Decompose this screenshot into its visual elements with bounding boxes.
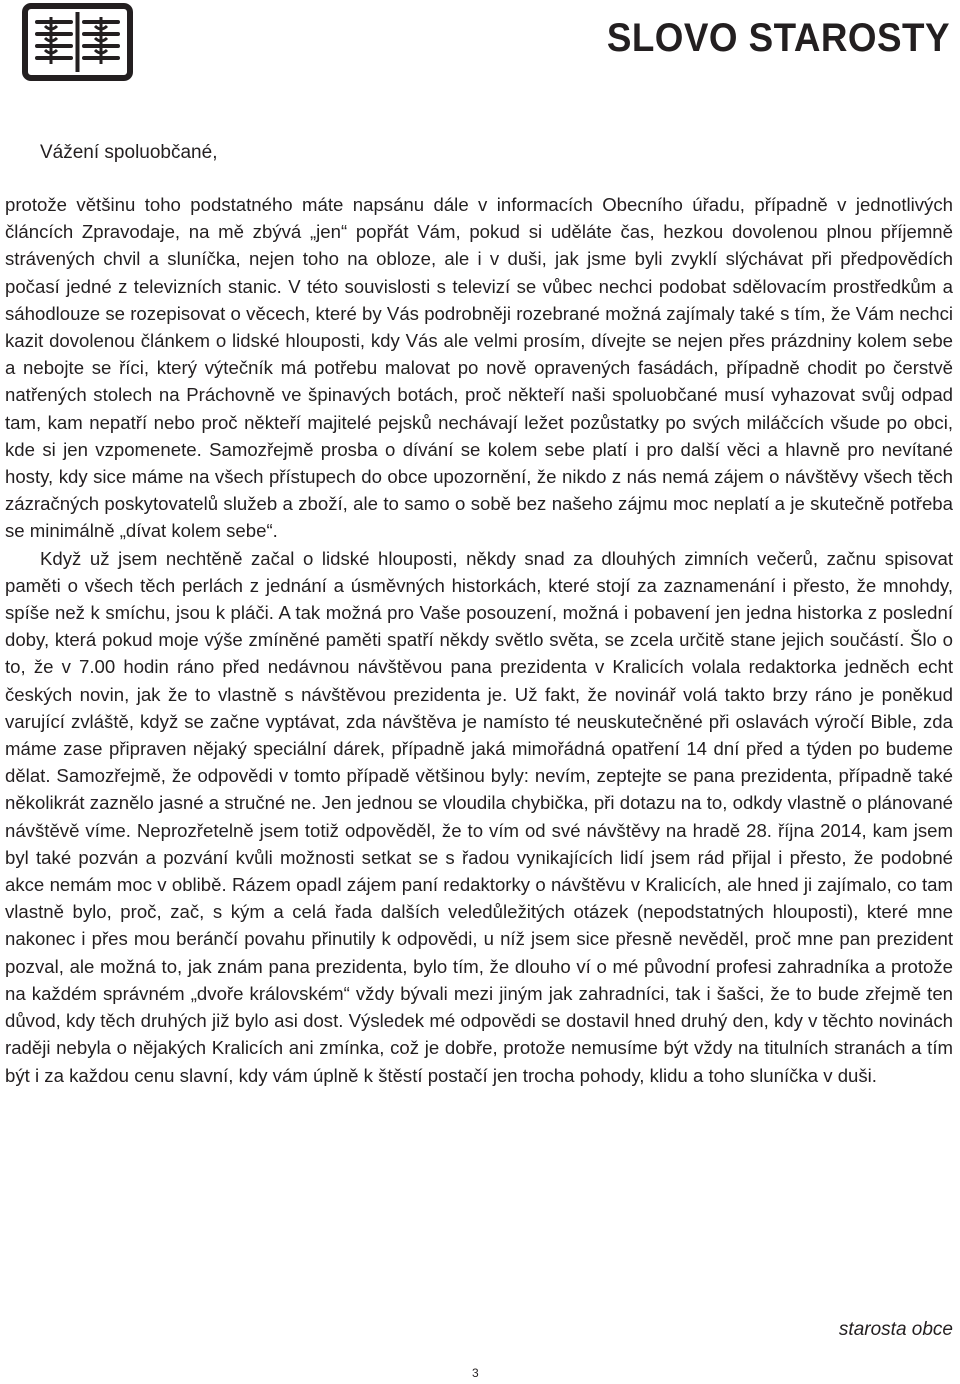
page-title: SLOVO STAROSTY [606,16,950,60]
letter-signature: starosta obce [838,1319,953,1340]
page-number: 3 [472,1366,479,1380]
letter-paragraph-1: protože většinu toho podstatného máte napsánu dále v informacích Obecního úřadu, případně v jednotlivých článcích Zpravodaje, na mě zbývá „jen“ popřát Vám, pokud si uděláte čas, hezkou dovolenou plnou příjemně strávených chvil a sluníčka, nejen toho na obloze, ale i v duši, jak jsme byli zvyklí slýchávat při předpovědích počasí jedné z televizních stanic. V této souvislosti s televizí se vůbec nechci podobat sdělovacím prostředkům a sáhodlouze se rozepisovat o věcech, které by Vás podrobněji rozebrané možná zajímaly také s tím, že Vám nechci kazit dovolenou článkem o lidské hlouposti, kdy Vás ale velmi prosím, dívejte se nejen přes prázdniny kolem sebe a nebojte se říci, který výtečník má potřebu malovat po nově opravených fasádách, případně chodit po čerstvě natřených stolech na Práchovně ve špinavých botách, proč někteří naši spoluobčané musí vyhazovat svůj odpad tam, kam nepatří nebo proč někteří majitelé pejsků nechávají ležet pozůstatky po svých miláčcích všude po obci, kde si jen vzpomenete. Samozřejmě prosba o dívání se kolem sebe platí i pro další věci a hlavně pro nevítané hosty, kdy sice máme na všech přístupech do obce upozornění, že nikdo z nás nemá zájem o návštěvy všech těch zázračných poskytovatelů služeb a zboží, ale to samo o sobě bez našeho zájmu moc neplatí a je skutečně potřeba se minimálně „dívat kolem sebe“. [5,194,953,542]
page-header [0,0,960,80]
letter-paragraph-2: Když už jsem nechtěně začal o lidské hlouposti, někdy snad za dlouhých zimních večerů, začnu spisovat paměti o všech těch perlách z jednání a úsměvných historkách, které stojí za zaznamenání i přesto, že mnohdy, spíše než k smíchu, jsou k pláči. A tak možná pro Vaše posouzení, možná i pobavení jen jedna historka z poslední doby, která pokud moje výše zmíněné paměti spatří někdy světlo světa, se zcela určitě stane jejich součástí. Šlo o to, že v 7.00 hodin ráno před nedávnou návštěvou pana prezidenta v Kralicích volala redaktorka jedněch echt českých novin, jak že to vlastně s návštěvou prezidenta je. Už fakt, že novinář volá takto brzy ráno je poněkud varující zvláště, když se začne vyptávat, zda návštěva je namísto té neuskutečněné při oslavách výročí Bible, zda máme zase připraven nějaký speciální dárek, případně jaká mimořádná opatření 14 dní před a týden po budeme dělat. Samozřejmě, že odpovědi v tomto případě většinou byly: nevím, zeptejte se pana prezidenta, případně také několikrát zaznělo jasné a stručné ne. Jen jednou se vloudila chybička, při dotazu na to, odkdy vlastně o plánované návštěvě víme. Neprozřetelně jsem totiž odpověděl, že to vím od své návštěvy na hradě 28. října 2014, kam jsem byl také pozván a pozvání kvůli možnosti setkat se s řadou vynikajících lidí jsem rád přijal i přesto, že podobné akce nemám moc v oblibě. Rázem opadl zájem paní redaktorky o návštěvu v Kralicích, ale hned ji zajímalo, co tam vlastně bylo, proč, zač, s kým a celá řada dalších veledůležitých otázek (nepodstatných hlouposti), které mne nakonec i přes mou beránčí povahu přinutily k odpovědi, u níž jsem sice přesně nevěděl, proč mne pan prezident pozval, ale možná to, jak znám pana prezidenta, bylo tím, že dlouho ví o mé původní profesi zahradníka a protože na každém správném „dvoře královském“ vždy bývali mezi jiným jak zahradníci, tak i šašci, že to bude zřejmě ten důvod, kdy těch druhých již bylo asi dost. Výsledek mé odpovědi se dostavil hned druhý den, kdy v těchto novinách raději nebyla o nějakých Kralicích ani zmínka, což je dobře, protože nemusíme být vždy na titulních stranách a tím být i za každou cenu slavní, kdy vám úplně k štěstí postačí jen trocha pohody, klidu a toho sluníčka v duši. [5,547,953,1086]
letter-greeting: Vážení spoluobčané, [40,142,218,163]
letter-body [5,191,953,1089]
open-book-icon [21,2,134,82]
